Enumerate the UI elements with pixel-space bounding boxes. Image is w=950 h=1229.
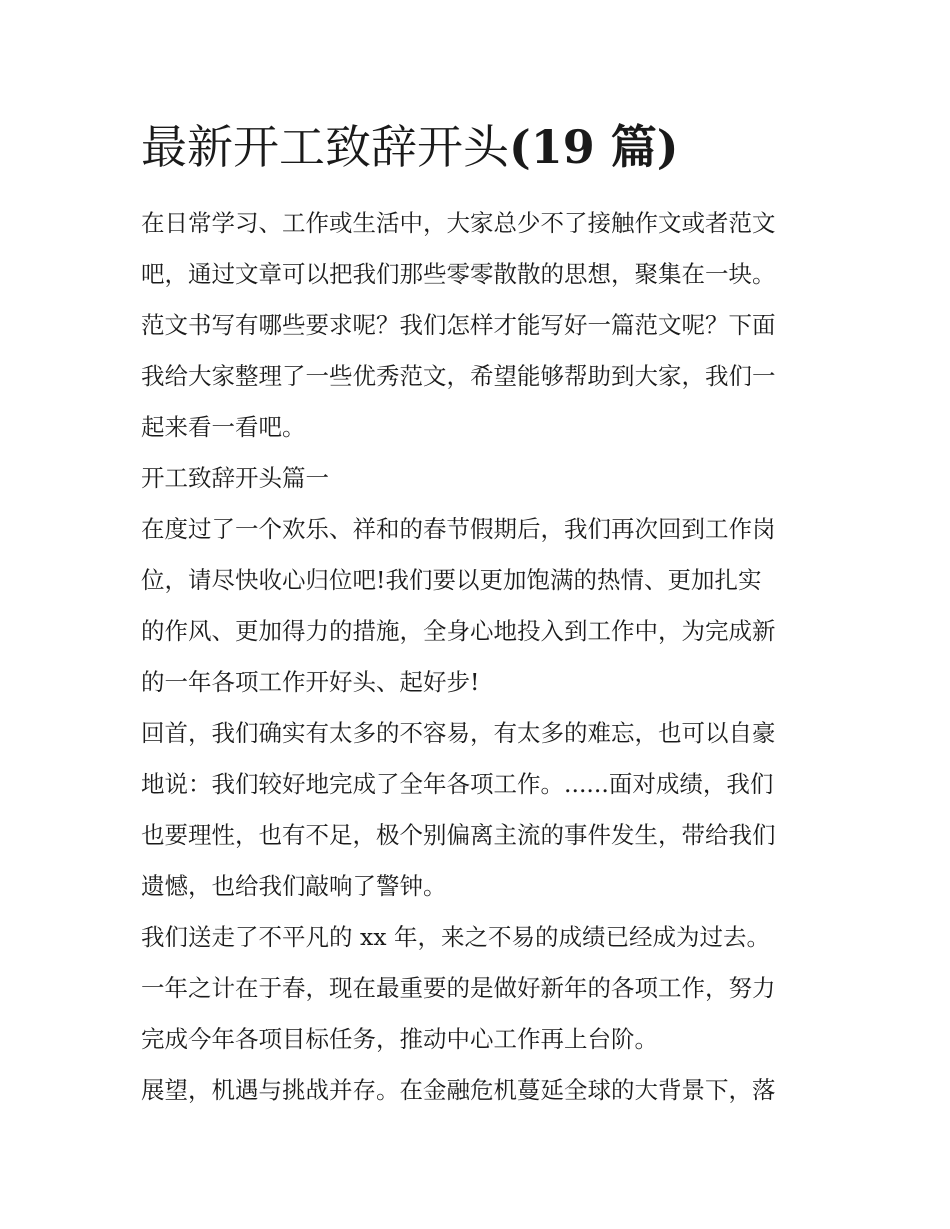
text-line: 也要理性，也有不足，极个别偏离主流的事件发生，带给我们: [141, 821, 776, 849]
title-count: (19 篇): [509, 120, 679, 174]
text-line: 回首，我们确实有太多的不容易，有太多的难忘，也可以自豪: [141, 719, 776, 747]
text-line: 位，请尽快收心归位吧!我们要以更加饱满的热情、更加扎实: [141, 566, 762, 594]
text-line: 起来看一看吧。: [141, 413, 306, 441]
text-line: 我给大家整理了一些优秀范文，希望能够帮助到大家，我们一: [141, 362, 776, 390]
text-line: 的一年各项工作开好头、起好步!: [141, 668, 480, 696]
document-page: [141, 118, 813, 1116]
text-line: 的作风、更加得力的措施，全身心地投入到工作中，为完成新: [141, 617, 776, 645]
text-line: 吧，通过文章可以把我们那些零零散散的思想，聚集在一块。: [141, 260, 776, 288]
document-title: [141, 118, 813, 176]
section-heading: 开工致辞开头篇一: [141, 464, 329, 492]
text-line: 范文书写有哪些要求呢？我们怎样才能写好一篇范文呢？下面: [141, 311, 776, 339]
text-line: 我们送走了不平凡的 xx 年，来之不易的成绩已经成为过去。: [141, 923, 770, 951]
text-line: 地说：我们较好地完成了全年各项工作。......面对成绩，我们: [141, 770, 774, 798]
text-line: 遗憾，也给我们敲响了警钟。: [141, 872, 447, 900]
text-line: 展望，机遇与挑战并存。在金融危机蔓延全球的大背景下，落: [141, 1076, 776, 1104]
text-line: 在度过了一个欢乐、祥和的春节假期后，我们再次回到工作岗: [141, 515, 776, 543]
title-main: 最新开工致辞开头: [141, 120, 509, 174]
text-line: 在日常学习、工作或生活中，大家总少不了接触作文或者范文: [141, 209, 776, 237]
text-line: 完成今年各项目标任务，推动中心工作再上台阶。: [141, 1025, 658, 1053]
text-line: 一年之计在于春，现在最重要的是做好新年的各项工作，努力: [141, 974, 776, 1002]
